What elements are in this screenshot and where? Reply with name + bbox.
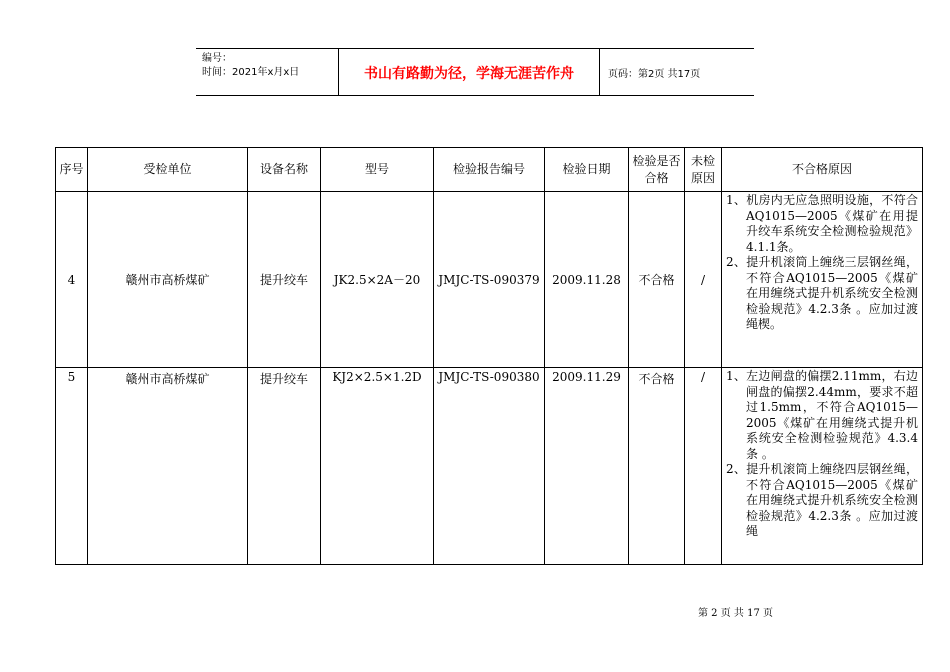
document-time-label: 时间：2021年x月x日 — [202, 67, 300, 78]
cell-result: 不合格 — [629, 368, 685, 565]
header-meta — [196, 49, 338, 96]
column-header-model: 型号 — [321, 148, 434, 192]
column-header-result: 检验是否合格 — [629, 148, 685, 192]
column-header-fail-reason: 不合格原因 — [722, 148, 923, 192]
fail-reason-item: 1、左边闸盘的偏摆2.11mm，右边闸盘的偏摆2.44mm，要求不超过1.5mm，不符合AQ1015—2005《煤矿在用缠绕式提升机系统安全检测检验规范》4.3.4条 。 — [726, 369, 918, 461]
cell-no: 5 — [56, 368, 88, 565]
header-motto: 书山有路勤为径，学海无涯苦作舟 — [338, 49, 600, 96]
page-header — [196, 48, 754, 96]
cell-date: 2009.11.28 — [545, 192, 629, 368]
cell-fail-reasons — [722, 368, 923, 565]
cell-report: JMJC-TS-090380 — [434, 368, 545, 565]
column-header-report: 检验报告编号 — [434, 148, 545, 192]
table-row — [56, 192, 923, 368]
column-header-date: 检验日期 — [545, 148, 629, 192]
fail-reason-item: 1、机房内无应急照明设施，不符合AQ1015—2005《煤矿在用提升绞车系统安全检测检验规范》4.1.1条。 — [726, 193, 918, 254]
cell-device: 提升绞车 — [248, 192, 321, 368]
cell-unchecked-reason: / — [685, 368, 722, 565]
cell-unit: 赣州市高桥煤矿 — [88, 192, 248, 368]
column-header-unchecked-reason: 未检原因 — [685, 148, 722, 192]
fail-reason-item: 2、提升机滚筒上缠绕四层钢丝绳，不符合AQ1015—2005《煤矿在用缠绕式提升机系统安全检测检验规范》4.2.3条 。应加过渡绳 — [726, 462, 918, 538]
table-header-row — [56, 148, 923, 192]
document-number-label: 编号： — [202, 53, 232, 64]
column-header-unit: 受检单位 — [88, 148, 248, 192]
cell-no: 4 — [56, 192, 88, 368]
cell-fail-reasons — [722, 192, 923, 368]
cell-unchecked-reason: / — [685, 192, 722, 368]
cell-report: JMJC-TS-090379 — [434, 192, 545, 368]
cell-device: 提升绞车 — [248, 368, 321, 565]
cell-result: 不合格 — [629, 192, 685, 368]
fail-reason-item: 2、提升机滚筒上缠绕三层钢丝绳，不符合AQ1015—2005《煤矿在用缠绕式提升机系统安全检测检验规范》4.2.3条 。应加过渡绳楔。 — [726, 255, 918, 331]
cell-unit: 赣州市高桥煤矿 — [88, 368, 248, 565]
column-header-no: 序号 — [56, 148, 88, 192]
cell-model: JK2.5×2A－20 — [321, 192, 434, 368]
header-page-number: 页码：第2页 共17页 — [608, 69, 701, 80]
cell-date: 2009.11.29 — [545, 368, 629, 565]
cell-model: KJ2×2.5×1.2D — [321, 368, 434, 565]
column-header-device: 设备名称 — [248, 148, 321, 192]
inspection-table — [55, 147, 923, 565]
page-footer: 第 2 页 共 17 页 — [698, 608, 773, 619]
table-row — [56, 368, 923, 565]
